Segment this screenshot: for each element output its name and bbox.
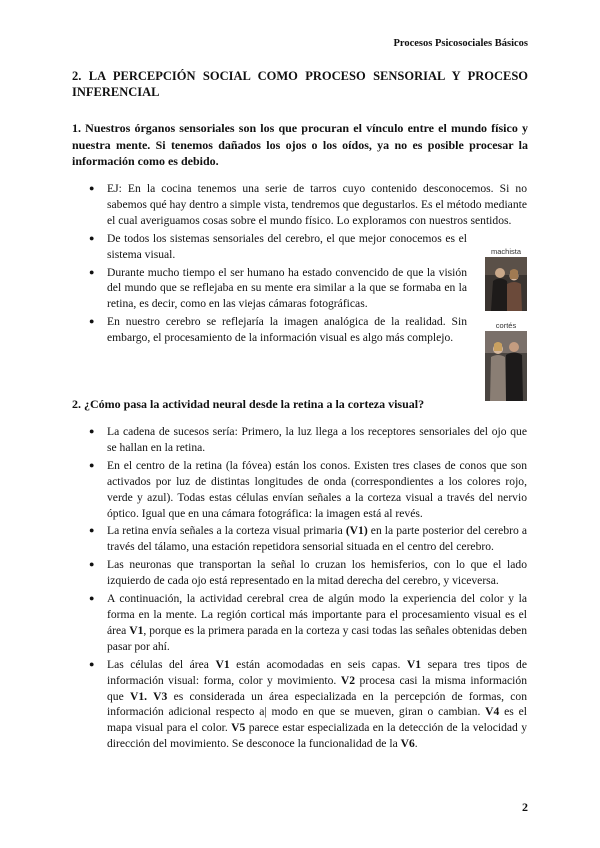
list-item: ● De todos los sistemas sensoriales del cerebro, el que mejor conocemos es el sistema visual.	[89, 231, 467, 263]
list-item: ● EJ: En la cocina tenemos una serie de tarros cuyo contenido desconocemos. Si no sabemos qué hay dentro a simple vista, tendremos que degustarlos. Es el método mediante el cual averiguamos cosas sobre el mundo físico. Lo exploramos con nuestros sentidos.	[89, 181, 527, 229]
page-number: 2	[522, 800, 528, 814]
photo-image	[485, 257, 527, 311]
couple-photo-icon	[485, 257, 527, 311]
list-item: ● Durante mucho tiempo el ser humano ha estado convencido de que la visión del mundo que se reflejaba en su mente era similar a la que se formaba en la retina, es decir, como en las viejas cámaras fotográficas.	[89, 265, 467, 313]
couple-photo-icon	[485, 331, 527, 401]
bullet-list-1	[89, 181, 527, 348]
list-item: ● La cadena de sucesos sería: Primero, la luz llega a los receptores sensoriales del ojo que se hallan en la retina.	[89, 424, 527, 456]
photo-cortes	[485, 320, 527, 401]
list-item: ● En el centro de la retina (la fóvea) están los conos. Existen tres clases de conos que son activados por luz de distintas longitudes de onda (correspondientes a los colores rojo, verde y azul). Todas estas células envían señales a la corteza visual a través del nervio óptico. Igual que en una cámara fotográfica: la imagen está al revés.	[89, 458, 527, 522]
list-item: ● En nuestro cerebro se reflejaría la imagen analógica de la realidad. Sin embargo, el procesamiento de la información visual es algo más complejo.	[89, 314, 467, 346]
running-header: Procesos Psicosociales Básicos	[393, 38, 528, 49]
bullet-list-2	[89, 424, 527, 754]
list-item: ● Las neuronas que transportan la señal lo cruzan los hemisferios, con lo que el lado izquierdo de cada ojo está representado en la mitad derecha del cerebro, y viceversa.	[89, 557, 527, 589]
photo-caption: machista	[490, 247, 521, 256]
photo-caption: cortés	[495, 321, 517, 330]
list-item: ● La retina envía señales a la corteza visual primaria (V1) en la parte posterior del cerebro a través del tálamo, una estación repetidora sensorial situada en el centro del cerebro.	[89, 523, 527, 555]
list-item: ● A continuación, la actividad cerebral crea de algún modo la experiencia del color y la forma en la mente. La región cortical más importante para el procesamiento visual es el área V1, porque es la primera parada en la corteza y casi todas las señales obtenidas deben pasar por ahí.	[89, 591, 527, 655]
list-item: ● Las células del área V1 están acomodadas en seis capas. V1 separa tres tipos de información visual: forma, color y movimiento. V2 procesa casi la misma información que V1. V3 es considerada un área especializada en la percepción de formas, con información adicional respecto a| modo en que se mueven, giran o cambian. V4 es el mapa visual para el color. V5 parece estar especializada en la detección de la velocidad y dirección del movimiento. Se desconoce la funcionalidad de la V6.	[89, 657, 527, 752]
key-point-2: 2. ¿Cómo pasa la actividad neural desde la retina a la corteza visual?	[72, 397, 425, 411]
key-point-1: 1. Nuestros órganos sensoriales son los que procuran el vínculo entre el mundo físico y nuestra mente. Si tenemos dañados los ojos o los oídos, ya no es posible procesar la información como es debido.	[72, 121, 528, 168]
section-title: 2. LA PERCEPCIÓN SOCIAL COMO PROCESO SENSORIAL Y PROCESO INFERENCIAL	[72, 69, 528, 99]
photo-image	[485, 331, 527, 401]
photo-machista	[485, 246, 527, 311]
